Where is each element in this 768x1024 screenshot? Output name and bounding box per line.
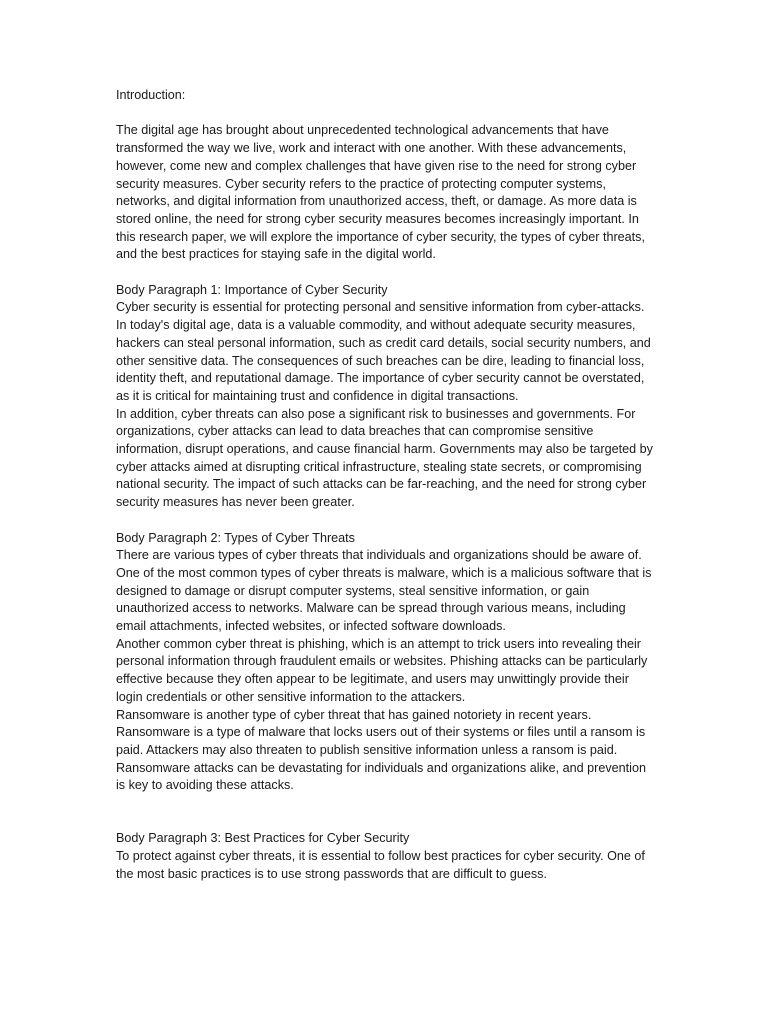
body2-paragraph-2: Another common cyber threat is phishing, which is an attempt to trick users into revealing their personal information through fraudulent emails or websites. Phishing attacks can be particularly effective because they often appear to be legitimate, and users may unwittingly provide their login credentials or other sensitive information to the attackers.	[116, 636, 648, 704]
body2-paragraph-3: Ransomware is another type of cyber threat that has gained notoriety in recent years. Ransomware is a type of malware that locks users out of their systems or files until a ransom is paid. Attackers may also threaten to publish sensitive information unless a ransom is paid. Ransomware attacks can be devastating for individuals and organizations alike, and prevention is key to avoiding these attacks.	[116, 707, 646, 793]
body1-paragraph-2: In addition, cyber threats can also pose a significant risk to businesses and governments. For organizations, cyber attacks can lead to data breaches that can compromise sensitive information, disrupt operations, and cause financial harm. Governments may also be targeted by cyber attacks aimed at disrupting critical infrastructure, stealing state secrets, or compromising national security. The impact of such attacks can be far-reaching, and the need for strong cyber security measures has never been greater.	[116, 406, 653, 510]
body2-heading: Body Paragraph 2: Types of Cyber Threats	[116, 530, 355, 545]
body3-paragraph-1: To protect against cyber threats, it is essential to follow best practices for cyber security. One of the most basic practices is to use strong passwords that are difficult to guess.	[116, 849, 645, 881]
body2-paragraph-1: There are various types of cyber threats that individuals and organizations should be aware of. One of the most common types of cyber threats is malware, which is a malicious software that is designed to damage or disrupt computer systems, steal sensitive information, or gain unauthorized access to networks. Malware can be spread through various means, including email attachments, infected websites, or infected software downloads.	[116, 548, 652, 634]
paragraph-spacer	[116, 795, 658, 830]
paragraph-spacer	[116, 264, 658, 282]
document-body	[116, 87, 658, 884]
intro-paragraph: The digital age has brought about unprecedented technological advancements that have transformed the way we live, work and interact with one another. With these advancements, however, come new and complex challenges that have given rise to the need for strong cyber security measures. Cyber security refers to the practice of protecting computer systems, networks, and digital information from unauthorized access, theft, or damage. As more data is stored online, the need for strong cyber security measures becomes increasingly important. In this research paper, we will explore the importance of cyber security, the types of cyber threats, and the best practices for staying safe in the digital world.	[116, 123, 645, 262]
intro-heading: Introduction:	[116, 88, 186, 102]
paragraph-spacer	[116, 105, 658, 123]
body1-heading: Body Paragraph 1: Importance of Cyber Security	[116, 282, 388, 297]
paragraph-spacer	[116, 512, 658, 530]
body1-paragraph-1: Cyber security is essential for protecting personal and sensitive information from cyber-attacks. In today's digital age, data is a valuable commodity, and without adequate security measures, hackers can steal personal information, such as credit card details, social security numbers, and other sensitive data. The consequences of such breaches can be dire, leading to financial loss, identity theft, and reputational damage. The importance of cyber security cannot be overstated, as it is critical for maintaining trust and confidence in digital transactions.	[116, 300, 651, 403]
body3-heading: Body Paragraph 3: Best Practices for Cyber Security	[116, 831, 410, 846]
